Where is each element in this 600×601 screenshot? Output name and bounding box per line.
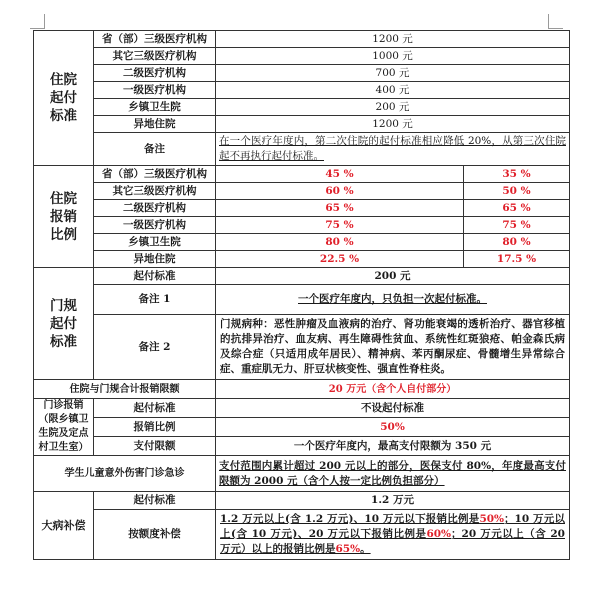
tier-3-percent: 65% — [335, 543, 361, 555]
row-value: 一个医疗年度内，最高支付限额为 350 元 — [216, 437, 570, 456]
ratio-value-a: 45 % — [216, 166, 464, 183]
section-title-outpatient-threshold: 门规 起付 标准 — [34, 268, 94, 380]
page-corner-mark-left — [30, 14, 45, 29]
row-value: 1200 元 — [216, 31, 570, 48]
table-row — [34, 183, 570, 200]
row-label: 异地住院 — [94, 116, 216, 133]
table-row — [34, 285, 570, 315]
table-row — [34, 268, 570, 285]
row-value: 1000 元 — [216, 48, 570, 65]
ratio-value-b: 80 % — [464, 234, 570, 251]
table-row — [34, 456, 570, 492]
table-row — [34, 48, 570, 65]
row-label: 其它三级医疗机构 — [94, 48, 216, 65]
table-row — [34, 99, 570, 116]
row-value: 50% — [216, 418, 570, 437]
note-text: 在一个医疗年度内，第二次住院的起付标准相应降低 20%，从第三次住院起不再执行起付标准。 — [216, 133, 570, 166]
note-1-text: 一个医疗年度内，只负担一次起付标准。 — [216, 285, 570, 315]
table-row — [34, 133, 570, 166]
table-row — [34, 510, 570, 560]
tier-1-percent: 50% — [479, 513, 505, 525]
row-value: 200 元 — [216, 268, 570, 285]
table-row — [34, 82, 570, 99]
row-value: 700 元 — [216, 65, 570, 82]
row-label: 二级医疗机构 — [94, 65, 216, 82]
section-title-inpatient-threshold: 住院 起付 标准 — [34, 31, 94, 166]
medical-insurance-table — [33, 30, 570, 560]
ratio-value-b: 17.5 % — [464, 251, 570, 268]
ratio-value-b: 35 % — [464, 166, 570, 183]
row-label: 省（部）三级医疗机构 — [94, 31, 216, 48]
row-value: 200 元 — [216, 99, 570, 116]
combined-limit-value: 20 万元（含个人自付部分） — [216, 380, 570, 399]
table-row — [34, 492, 570, 510]
note-1-label: 备注 1 — [94, 285, 216, 315]
row-label: 一级医疗机构 — [94, 82, 216, 99]
row-label: 报销比例 — [94, 418, 216, 437]
table-row — [34, 217, 570, 234]
table-row — [34, 200, 570, 217]
ratio-value-a: 65 % — [216, 200, 464, 217]
ratio-value-a: 75 % — [216, 217, 464, 234]
row-label: 起付标准 — [94, 492, 216, 510]
table-row — [34, 380, 570, 399]
student-accident-text: 支付范围内累计超过 200 元以上的部分，医保支付 80%，年度最高支付限额为 2000 元（含个人按一定比例负担部分） — [216, 456, 570, 492]
row-label: 乡镇卫生院 — [94, 234, 216, 251]
row-value: 400 元 — [216, 82, 570, 99]
note-label: 备注 — [94, 133, 216, 166]
row-label: 异地住院 — [94, 251, 216, 268]
row-label: 按额度补偿 — [94, 510, 216, 560]
ratio-value-a: 60 % — [216, 183, 464, 200]
table-row — [34, 31, 570, 48]
table-row — [34, 418, 570, 437]
table-row — [34, 116, 570, 133]
ratio-value-a: 80 % — [216, 234, 464, 251]
combined-limit-label: 住院与门规合计报销限额 — [34, 380, 216, 399]
row-label: 起付标准 — [94, 268, 216, 285]
row-label: 其它三级医疗机构 — [94, 183, 216, 200]
tier-2-percent: 60% — [426, 528, 452, 540]
row-label: 起付标准 — [94, 399, 216, 418]
table-row — [34, 437, 570, 456]
note-2-text: 门规病种：恶性肿瘤及血液病的治疗、肾功能衰竭的透析治疗、器官移植的抗排异治疗、血友病、再生障碍性贫血、系统性红斑狼疮、帕金森氏病及综合症（只适用成年居民）、精神病、苯丙酮尿症、骨髓增生异常综合症、重症肌无力、肝豆状核变性、强直性脊柱炎。 — [216, 315, 570, 380]
row-label: 一级医疗机构 — [94, 217, 216, 234]
table-row — [34, 166, 570, 183]
table-row — [34, 65, 570, 82]
row-value: 1.2 万元 — [216, 492, 570, 510]
major-illness-tiers: 1.2 万元以上(含 1.2 万元)、10 万元以下报销比例是50%；10 万元以上(含 10 万元)、20 万元以下报销比例是60%；20 万元以上（含 20 万元）以上的报销比例是65%。 — [216, 510, 570, 560]
section-title-inpatient-ratio: 住院 报销 比例 — [34, 166, 94, 268]
table-row — [34, 399, 570, 418]
table-row — [34, 251, 570, 268]
ratio-value-b: 50 % — [464, 183, 570, 200]
student-accident-label: 学生儿童意外伤害门诊急诊 — [34, 456, 216, 492]
ratio-value-a: 22.5 % — [216, 251, 464, 268]
row-value: 不设起付标准 — [216, 399, 570, 418]
section-title-clinic: 门诊报销 （限乡镇卫 生院及定点 村卫生室） — [34, 399, 94, 456]
ratio-value-b: 75 % — [464, 217, 570, 234]
row-value: 1200 元 — [216, 116, 570, 133]
row-label: 二级医疗机构 — [94, 200, 216, 217]
row-label: 支付限额 — [94, 437, 216, 456]
table-row — [34, 234, 570, 251]
note-2-label: 备注 2 — [94, 315, 216, 380]
row-label: 乡镇卫生院 — [94, 99, 216, 116]
page-corner-mark-right — [548, 14, 563, 29]
ratio-value-b: 65 % — [464, 200, 570, 217]
table-row — [34, 315, 570, 380]
section-title-major-illness: 大病补偿 — [34, 492, 94, 560]
row-label: 省（部）三级医疗机构 — [94, 166, 216, 183]
